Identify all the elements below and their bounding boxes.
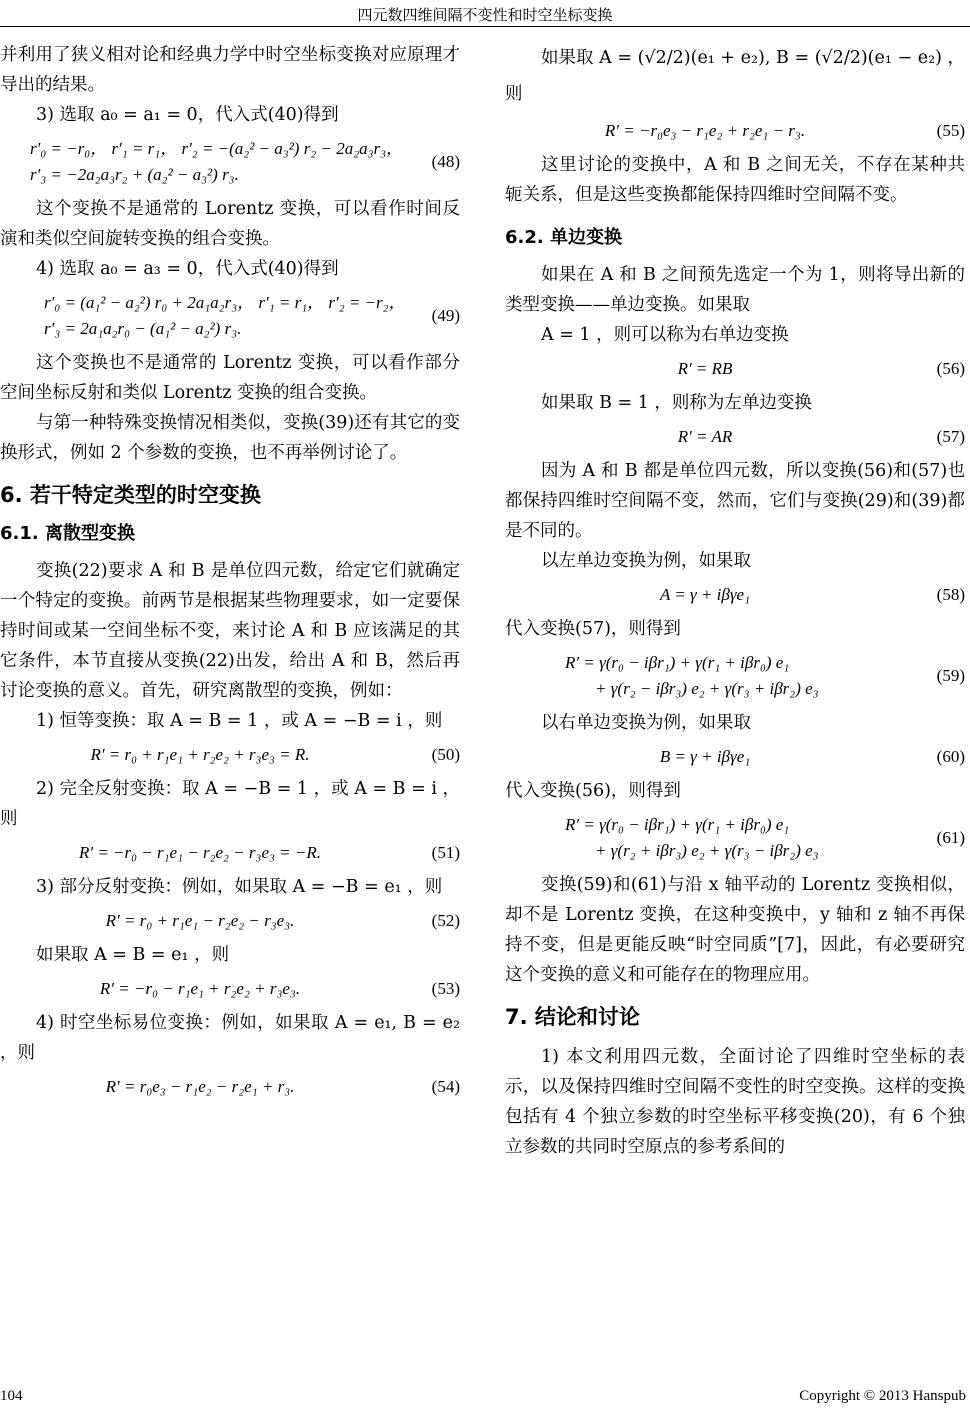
paragraph: 如果在 A 和 B 之间预先选定一个为 1，则将导出新的类型变换——单边变换。如果取 xyxy=(505,265,965,315)
paragraph: 4) 时空坐标易位变换：例如，如果取 A = e₁, B = e₂ ，则 xyxy=(0,1013,460,1063)
paragraph: 如果取 A = B = e₁ ，则 xyxy=(36,945,230,965)
equation-number: (57) xyxy=(936,427,965,446)
paragraph: 代入变换(57)，则得到 xyxy=(505,619,681,639)
subsection-heading: 6.2. 单边变换 xyxy=(505,227,622,248)
equation-number: (51) xyxy=(431,843,460,862)
equation-number: (48) xyxy=(431,152,460,171)
equation-number: (54) xyxy=(431,1077,460,1096)
left-column xyxy=(0,40,460,1106)
equation-line: r′₃ = −2a₂a₃r₂ + (a₂² − a₃²) r₃. xyxy=(30,165,239,184)
equation-51 xyxy=(0,840,460,866)
equation-61 xyxy=(505,812,965,864)
equation-line: r′₀ = (a₁² − a₂²) r₀ + 2a₁a₂r₃， r′₁ = r₁， r′₂ = −r₂， xyxy=(44,293,406,312)
copyright-notice: Copyright © 2013 Hanspub xyxy=(799,1388,966,1404)
equation-line: A = γ + iβγe₁ xyxy=(659,585,751,604)
paragraph: 因为 A 和 B 都是单位四元数，所以变换(56)和(57)也都保持四维时空间隔不变，然而，它们与变换(29)和(39)都是不同的。 xyxy=(505,461,965,541)
equation-line: R′ = AR xyxy=(677,427,733,446)
equation-58 xyxy=(505,582,965,608)
equation-50 xyxy=(0,742,460,768)
equation-48 xyxy=(0,136,460,188)
equation-line: R′ = γ(r₀ − iβr₁) + γ(r₁ + iβr₀) e₁ xyxy=(565,815,790,834)
equation-number: (61) xyxy=(936,828,965,847)
paragraph: 以左单边变换为例，如果取 xyxy=(541,551,751,571)
paragraph: 1) 本文利用四元数，全面讨论了四维时空坐标的表示，以及保持四维时空间隔不变性的时空变换。这样的变换包括有 4 个独立参数的时空坐标平移变换(20)，有 6 个独立参数的共同时空原点的参考系间的 xyxy=(505,1047,965,1157)
paragraph: 如果取 B = 1 ，则称为左单边变换 xyxy=(541,393,812,413)
paragraph: 代入变换(56)，则得到 xyxy=(505,781,681,801)
section-heading: 7. 结论和讨论 xyxy=(505,1005,640,1029)
equation-52 xyxy=(0,908,460,934)
paragraph: 3) 选取 a₀ = a₁ = 0，代入式(40)得到 xyxy=(36,105,339,125)
header-rule xyxy=(0,26,970,27)
equation-57 xyxy=(505,424,965,450)
paragraph: A = 1 ，则可以称为右单边变换 xyxy=(541,325,789,345)
equation-number: (52) xyxy=(431,911,460,930)
running-header: 四元数四维间隔不变性和时空坐标变换 xyxy=(357,6,613,24)
equation-60 xyxy=(505,744,965,770)
equation-number: (49) xyxy=(431,306,460,325)
paragraph: 这里讨论的变换中，A 和 B 之间无关，不存在某种共轭关系，但是这些变换都能保持四维时空间隔不变。 xyxy=(505,155,965,205)
equation-line: R′ = −r₀e₃ − r₁e₂ + r₂e₁ − r₃. xyxy=(604,121,806,140)
equation-line: R′ = γ(r₀ − iβr₁) + γ(r₁ + iβr₀) e₁ xyxy=(565,653,790,672)
equation-59 xyxy=(505,650,965,702)
equation-line: + γ(r₂ + iβr₃) e₂ + γ(r₃ − iβr₂) e₃ xyxy=(595,841,819,860)
equation-number: (58) xyxy=(936,585,965,604)
equation-line: R′ = r₀ + r₁e₁ + r₂e₂ + r₃e₃ = R. xyxy=(90,745,310,764)
equation-line: B = γ + iβγe₁ xyxy=(659,747,751,766)
equation-line: R′ = RB xyxy=(677,359,733,378)
equation-line: R′ = r₀ + r₁e₁ − r₂e₂ − r₃e₃. xyxy=(105,911,295,930)
page-number: 104 xyxy=(0,1388,23,1404)
section-heading: 6. 若干特定类型的时空变换 xyxy=(0,483,261,507)
equation-53 xyxy=(0,976,460,1002)
paragraph: 4) 选取 a₀ = a₃ = 0，代入式(40)得到 xyxy=(36,259,339,279)
subsection-heading: 6.1. 离散型变换 xyxy=(0,523,135,544)
paragraph: 1) 恒等变换：取 A = B = 1 ，或 A = −B = i ，则 xyxy=(36,711,443,731)
right-column xyxy=(505,40,965,1162)
equation-line: r′₃ = 2a₁a₂r₀ − (a₁² − a₂²) r₃. xyxy=(44,319,242,338)
paragraph: 3) 部分反射变换：例如，如果取 A = −B = e₁ ，则 xyxy=(36,877,443,897)
equation-number: (50) xyxy=(431,745,460,764)
equation-number: (60) xyxy=(936,747,965,766)
paragraph: 2) 完全反射变换：取 A = −B = 1 ，或 A = B = i ，则 xyxy=(0,779,460,829)
equation-55 xyxy=(505,118,965,144)
equation-line: + γ(r₂ − iβr₃) e₂ + γ(r₃ + iβr₂) e₃ xyxy=(595,679,819,698)
paragraph: 变换(22)要求 A 和 B 是单位四元数，给定它们就确定一个特定的变换。前两节是根据某些物理要求，如一定要保持时间或某一空间坐标不变，来讨论 A 和 B 应该满足的其它条件，本节直接从变换(22)出发，给出 A 和 B，然后再讨论变换的意义。首先，研究离散型的变换，例如： xyxy=(0,561,460,701)
paragraph: 如果取 A = (√2/2)(e₁ + e₂), B = (√2/2)(e₁ − e₂) ，则 xyxy=(505,48,965,104)
equation-line: R′ = r₀e₃ − r₁e₂ − r₂e₁ + r₃. xyxy=(105,1077,295,1096)
equation-number: (55) xyxy=(936,121,965,140)
equation-number: (59) xyxy=(936,666,965,685)
equation-line: R′ = −r₀ − r₁e₁ + r₂e₂ + r₃e₃. xyxy=(99,979,301,998)
paragraph: 这个变换不是通常的 Lorentz 变换，可以看作时间反演和类似空间旋转变换的组合变换。 xyxy=(0,199,460,249)
paragraph: 这个变换也不是通常的 Lorentz 变换，可以看作部分空间坐标反射和类似 Lorentz 变换的组合变换。 xyxy=(0,353,460,403)
equation-56 xyxy=(505,356,965,382)
equation-54 xyxy=(0,1074,460,1100)
equation-line: R′ = −r₀ − r₁e₁ − r₂e₂ − r₃e₃ = −R. xyxy=(78,843,321,862)
paragraph: 与第一种特殊变换情况相类似，变换(39)还有其它的变换形式，例如 2 个参数的变换，也不再举例讨论了。 xyxy=(0,413,460,463)
equation-49 xyxy=(0,290,460,342)
paragraph: 以右单边变换为例，如果取 xyxy=(541,713,751,733)
paragraph: 并利用了狭义相对论和经典力学中时空坐标变换对应原理才导出的结果。 xyxy=(0,45,460,95)
equation-line: r′₀ = −r₀， r′₁ = r₁， r′₂ = −(a₂² − a₃²) r₂ − 2a₂a₃r₃， xyxy=(30,139,404,158)
paragraph: 变换(59)和(61)与沿 x 轴平动的 Lorentz 变换相似，却不是 Lorentz 变换，在这种变换中，y 轴和 z 轴不再保持不变，但是更能反映“时空同质”[7]，因此，有必要研究这个变换的意义和可能存在的物理应用。 xyxy=(505,875,965,985)
equation-number: (56) xyxy=(936,359,965,378)
equation-number: (53) xyxy=(431,979,460,998)
